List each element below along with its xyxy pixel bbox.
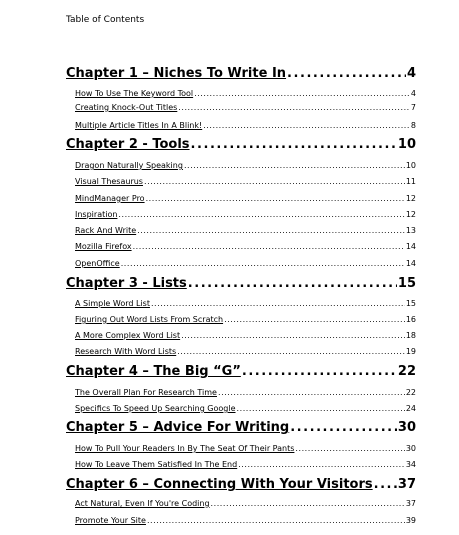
toc-entry-title: How To Use The Keyword Tool bbox=[75, 89, 194, 98]
toc-entry-title: Multiple Article Titles In A Blink! bbox=[75, 121, 203, 130]
toc-entry-title: Rack And Write bbox=[75, 226, 137, 235]
toc-dot-leader bbox=[242, 363, 397, 380]
toc-entry-title: The Overall Plan For Research Time bbox=[75, 388, 217, 397]
toc-page-number: 13 bbox=[405, 226, 416, 235]
toc-dot-leader bbox=[237, 403, 405, 414]
toc-entry-title: MindManager Pro bbox=[75, 194, 145, 203]
toc-dot-leader bbox=[137, 225, 405, 236]
toc-page-number: 12 bbox=[405, 210, 416, 219]
toc-chapter-entry[interactable] bbox=[66, 136, 416, 153]
toc-dot-leader bbox=[224, 314, 405, 325]
toc-section-entry[interactable] bbox=[75, 225, 416, 236]
toc-page-number: 24 bbox=[405, 404, 416, 413]
toc-page-number: 39 bbox=[405, 516, 416, 525]
toc-dot-leader bbox=[188, 275, 397, 292]
toc-page-number: 37 bbox=[397, 477, 416, 492]
toc-section-entry[interactable] bbox=[75, 160, 416, 171]
toc-page-number: 16 bbox=[405, 315, 416, 324]
toc-section-entry[interactable] bbox=[75, 209, 416, 220]
toc-page-number: 4 bbox=[406, 66, 416, 81]
toc-section-entry[interactable] bbox=[75, 314, 416, 325]
toc-entry-title: Inspiration bbox=[75, 210, 118, 219]
toc-section-entry[interactable] bbox=[75, 258, 416, 269]
toc-section-entry[interactable] bbox=[75, 403, 416, 414]
toc-page-number: 7 bbox=[410, 103, 416, 112]
toc-page-number: 30 bbox=[405, 444, 416, 453]
toc-dot-leader bbox=[211, 498, 405, 509]
page-header: Table of Contents bbox=[66, 15, 145, 25]
toc-page-number: 18 bbox=[405, 331, 416, 340]
toc-section-entry[interactable] bbox=[75, 346, 416, 357]
toc-page-number: 11 bbox=[405, 177, 416, 186]
toc-entry-title: Creating Knock-Out Titles bbox=[75, 103, 178, 112]
toc-section-entry[interactable] bbox=[75, 241, 416, 252]
toc-section-entry[interactable] bbox=[75, 459, 416, 470]
toc-section-entry[interactable] bbox=[75, 120, 416, 131]
toc-chapter-entry[interactable] bbox=[66, 65, 416, 82]
toc-entry-title: Chapter 6 – Connecting With Your Visitors bbox=[66, 477, 373, 492]
toc-page-number: 8 bbox=[410, 121, 416, 130]
toc-page-number: 10 bbox=[397, 137, 416, 152]
toc-entry-title: Research With Word Lists bbox=[75, 347, 177, 356]
toc-entry-title: A More Complex Word List bbox=[75, 331, 181, 340]
toc-page-number: 14 bbox=[405, 242, 416, 251]
toc-dot-leader bbox=[194, 88, 410, 99]
toc-page-number: 15 bbox=[397, 276, 416, 291]
toc-dot-leader bbox=[191, 136, 397, 153]
toc-dot-leader bbox=[177, 346, 405, 357]
toc-entry-title: Dragon Naturally Speaking bbox=[75, 161, 183, 170]
toc-dot-leader bbox=[147, 515, 405, 526]
toc-dot-leader bbox=[374, 476, 397, 493]
toc-dot-leader bbox=[181, 330, 405, 341]
toc-entry-title: Chapter 3 - Lists bbox=[66, 276, 187, 291]
toc-section-entry[interactable] bbox=[75, 387, 416, 398]
toc-page-number: 4 bbox=[410, 89, 416, 98]
toc-page-number: 22 bbox=[405, 388, 416, 397]
toc-dot-leader bbox=[178, 102, 410, 113]
toc-dot-leader bbox=[295, 443, 404, 454]
toc-entry-title: Visual Thesaurus bbox=[75, 177, 143, 186]
toc-entry-title: Mozilla Firefox bbox=[75, 242, 132, 251]
toc-entry-title: Promote Your Site bbox=[75, 516, 146, 525]
toc-entry-title: Act Natural, Even If You're Coding bbox=[75, 499, 210, 508]
toc-page-number: 10 bbox=[405, 161, 416, 170]
toc-page-number: 12 bbox=[405, 194, 416, 203]
toc-chapter-entry[interactable] bbox=[66, 476, 416, 493]
toc-page-number: 22 bbox=[397, 364, 416, 379]
toc-entry-title: Chapter 5 – Advice For Writing bbox=[66, 420, 290, 435]
toc-dot-leader bbox=[118, 209, 404, 220]
toc-page-number: 34 bbox=[405, 460, 416, 469]
toc-dot-leader bbox=[218, 387, 405, 398]
toc-dot-leader bbox=[151, 298, 405, 309]
toc-entry-title: Chapter 4 – The Big “G” bbox=[66, 364, 241, 379]
toc-page-number: 15 bbox=[405, 299, 416, 308]
toc-page-number: 19 bbox=[405, 347, 416, 356]
toc-dot-leader bbox=[144, 176, 405, 187]
toc-dot-leader bbox=[184, 160, 405, 171]
toc-chapter-entry[interactable] bbox=[66, 363, 416, 380]
toc-entry-title: Chapter 1 – Niches To Write In bbox=[66, 66, 287, 81]
toc-section-entry[interactable] bbox=[75, 330, 416, 341]
toc-dot-leader bbox=[287, 65, 406, 82]
toc-section-entry[interactable] bbox=[75, 102, 416, 113]
toc-section-entry[interactable] bbox=[75, 88, 416, 99]
toc-section-entry[interactable] bbox=[75, 515, 416, 526]
toc-dot-leader bbox=[133, 241, 405, 252]
toc-entry-title: How To Pull Your Readers In By The Seat Of Their Pants bbox=[75, 444, 295, 453]
toc-dot-leader bbox=[290, 419, 397, 436]
toc-dot-leader bbox=[121, 258, 405, 269]
toc-page-number: 14 bbox=[405, 259, 416, 268]
toc-section-entry[interactable] bbox=[75, 443, 416, 454]
toc-section-entry[interactable] bbox=[75, 193, 416, 204]
toc-dot-leader bbox=[203, 120, 410, 131]
toc-entry-title: Specifics To Speed Up Searching Google bbox=[75, 404, 236, 413]
toc-entry-title: How To Leave Them Satisfied In The End bbox=[75, 460, 238, 469]
toc-dot-leader bbox=[238, 459, 405, 470]
toc-page-number: 37 bbox=[405, 499, 416, 508]
toc-section-entry[interactable] bbox=[75, 498, 416, 509]
toc-chapter-entry[interactable] bbox=[66, 419, 416, 436]
toc-section-entry[interactable] bbox=[75, 298, 416, 309]
toc-entry-title: OpenOffice bbox=[75, 259, 120, 268]
toc-entry-title: Figuring Out Word Lists From Scratch bbox=[75, 315, 224, 324]
toc-dot-leader bbox=[146, 193, 405, 204]
toc-chapter-entry[interactable] bbox=[66, 275, 416, 292]
toc-entry-title: A Simple Word List bbox=[75, 299, 150, 308]
toc-entry-title: Chapter 2 - Tools bbox=[66, 137, 190, 152]
toc-page-number: 30 bbox=[397, 420, 416, 435]
toc-section-entry[interactable] bbox=[75, 176, 416, 187]
